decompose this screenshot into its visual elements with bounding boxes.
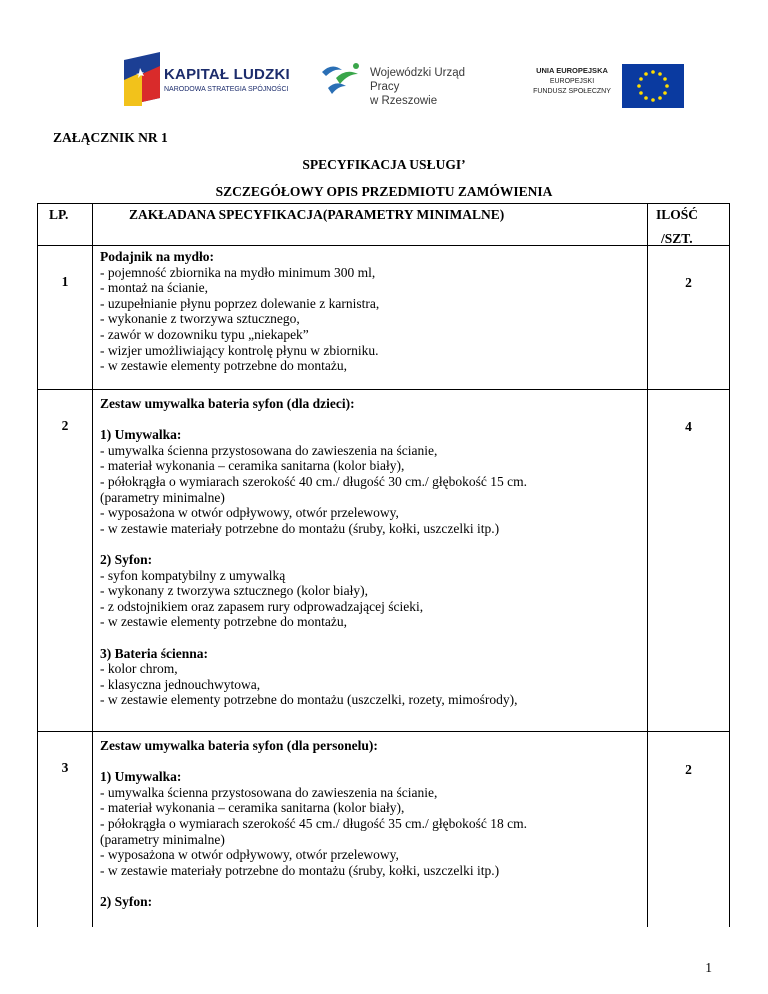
wup-birds-icon xyxy=(318,58,366,98)
eu-line2: EUROPEJSKI xyxy=(549,78,595,85)
table-col1-border xyxy=(92,203,93,927)
row1-title: Podajnik na mydło: xyxy=(100,249,215,264)
table-left-border xyxy=(37,203,38,927)
row2-s2-line: - z odstojnikiem oraz zapasem rury odprowadzającej ścieki, xyxy=(100,598,424,614)
row2-spec xyxy=(100,396,640,708)
eu-flag-icon xyxy=(622,64,684,108)
eu-text xyxy=(524,66,620,97)
page-number: 1 xyxy=(705,960,712,975)
eu-line3: FUNDUSZ SPOŁECZNY xyxy=(533,88,611,95)
row1-line: - wykonanie z tworzywa sztucznego, xyxy=(100,311,300,327)
table-col2-border xyxy=(647,203,648,927)
kapital-ludzki-title: KAPITAŁ LUDZKI xyxy=(164,66,290,83)
table-right-border xyxy=(729,203,730,927)
description-heading: SZCZEGÓŁOWY OPIS PRZEDMIOTU ZAMÓWIENIA xyxy=(215,184,553,199)
table-top-border xyxy=(37,203,730,204)
row2-s2-line: - wykonany z tworzywa sztucznego (kolor biały), xyxy=(100,583,369,599)
row3-spec xyxy=(100,738,640,910)
header-spec: ZAKŁADANA SPECYFIKACJA(PARAMETRY MINIMALNE) xyxy=(129,207,505,222)
row3-s1-line: (parametry minimalne) xyxy=(100,831,225,847)
table-row1-border xyxy=(37,389,730,390)
row1-line: - montaż na ścianie, xyxy=(100,280,208,296)
row1-line: - w zestawie elementy potrzebne do montażu, xyxy=(100,358,348,374)
row3-section1-heading: 1) Umywalka: xyxy=(100,769,182,785)
header-qty-unit: /SZT. xyxy=(661,231,693,246)
row1-line: - pojemność zbiornika na mydło minimum 300 ml, xyxy=(100,264,376,280)
row2-s1-line: - półokrągła o wymiarach szerokość 40 cm./ długość 30 cm./ głębokość 15 cm. xyxy=(100,473,528,489)
row1-line: - wizjer umożliwiający kontrolę płynu w zbiorniku. xyxy=(100,342,379,358)
table-header-border xyxy=(37,245,730,246)
kapital-ludzki-logo xyxy=(120,52,290,108)
row3-s1-line: - w zestawie materiały potrzebne do montażu (śruby, kołki, uszczelki itp.) xyxy=(100,862,500,878)
eu-stars-icon xyxy=(622,64,684,108)
row1-lp: 1 xyxy=(61,274,69,289)
row3-s1-line: - wyposażona w otwór odpływowy, otwór przelewowy, xyxy=(100,847,399,863)
row2-title: Zestaw umywalka bateria syfon (dla dzieci): xyxy=(100,396,355,411)
header-qty: ILOŚĆ xyxy=(656,207,699,222)
row1-spec xyxy=(100,249,640,374)
table-row2-border xyxy=(37,731,730,732)
row2-s1-line: - materiał wykonania – ceramika sanitarna (kolor biały), xyxy=(100,458,405,474)
row2-s3-line: - w zestawie elementy potrzebne do montażu (uszczelki, rozety, mimośrody), xyxy=(100,692,518,708)
wup-name xyxy=(370,66,468,108)
row2-section3-heading: 3) Bateria ścienna: xyxy=(100,645,208,661)
row3-title: Zestaw umywalka bateria syfon (dla personelu): xyxy=(100,738,378,753)
row2-s3-line: - kolor chrom, xyxy=(100,661,178,677)
row2-s1-line: (parametry minimalne) xyxy=(100,489,225,505)
row1-qty: 2 xyxy=(685,275,692,290)
eu-line1: UNIA EUROPEJSKA xyxy=(536,66,608,75)
row2-s2-line: - w zestawie elementy potrzebne do montażu, xyxy=(100,614,348,630)
wup-line1: Wojewódzki Urząd Pracy xyxy=(370,67,466,93)
row2-s1-line: - wyposażona w otwór odpływowy, otwór przelewowy, xyxy=(100,505,399,521)
row2-s1-line: - umywalka ścienna przystosowana do zawieszenia na ścianie, xyxy=(100,442,438,458)
row3-section2-heading: 2) Syfon: xyxy=(100,893,153,909)
spec-heading: SPECYFIKACJA USŁUGI’ xyxy=(302,157,466,172)
row2-s1-line: - w zestawie materiały potrzebne do montażu (śruby, kołki, uszczelki itp.) xyxy=(100,520,500,536)
row2-s2-line: - syfon kompatybilny z umywalką xyxy=(100,567,286,583)
row3-qty: 2 xyxy=(685,762,692,777)
kapital-ludzki-emblem-icon xyxy=(120,52,164,108)
row1-line: - zawór w dozowniku typu „niekapek” xyxy=(100,326,309,342)
annex-heading: ZAŁĄCZNIK NR 1 xyxy=(53,130,168,145)
header-lp: LP. xyxy=(49,207,69,222)
wup-line2: w Rzeszowie xyxy=(370,95,438,107)
row2-s3-line: - klasyczna jednouchwytowa, xyxy=(100,676,261,692)
row2-qty: 4 xyxy=(685,419,692,434)
row3-s1-line: - umywalka ścienna przystosowana do zawieszenia na ścianie, xyxy=(100,784,438,800)
wup-logo xyxy=(318,58,468,107)
row2-section2-heading: 2) Syfon: xyxy=(100,551,153,567)
row3-lp: 3 xyxy=(61,760,69,775)
kapital-ludzki-subtitle: NARODOWA STRATEGIA SPÓJNOŚCI xyxy=(164,86,289,93)
eu-logo xyxy=(524,64,686,108)
row2-section1-heading: 1) Umywalka: xyxy=(100,427,182,443)
row1-line: - uzupełnianie płynu poprzez dolewanie z karnistra, xyxy=(100,295,380,311)
row2-lp: 2 xyxy=(61,418,69,433)
row3-s1-line: - materiał wykonania – ceramika sanitarna (kolor biały), xyxy=(100,800,405,816)
row3-s1-line: - półokrągła o wymiarach szerokość 45 cm./ długość 35 cm./ głębokość 18 cm. xyxy=(100,815,528,831)
